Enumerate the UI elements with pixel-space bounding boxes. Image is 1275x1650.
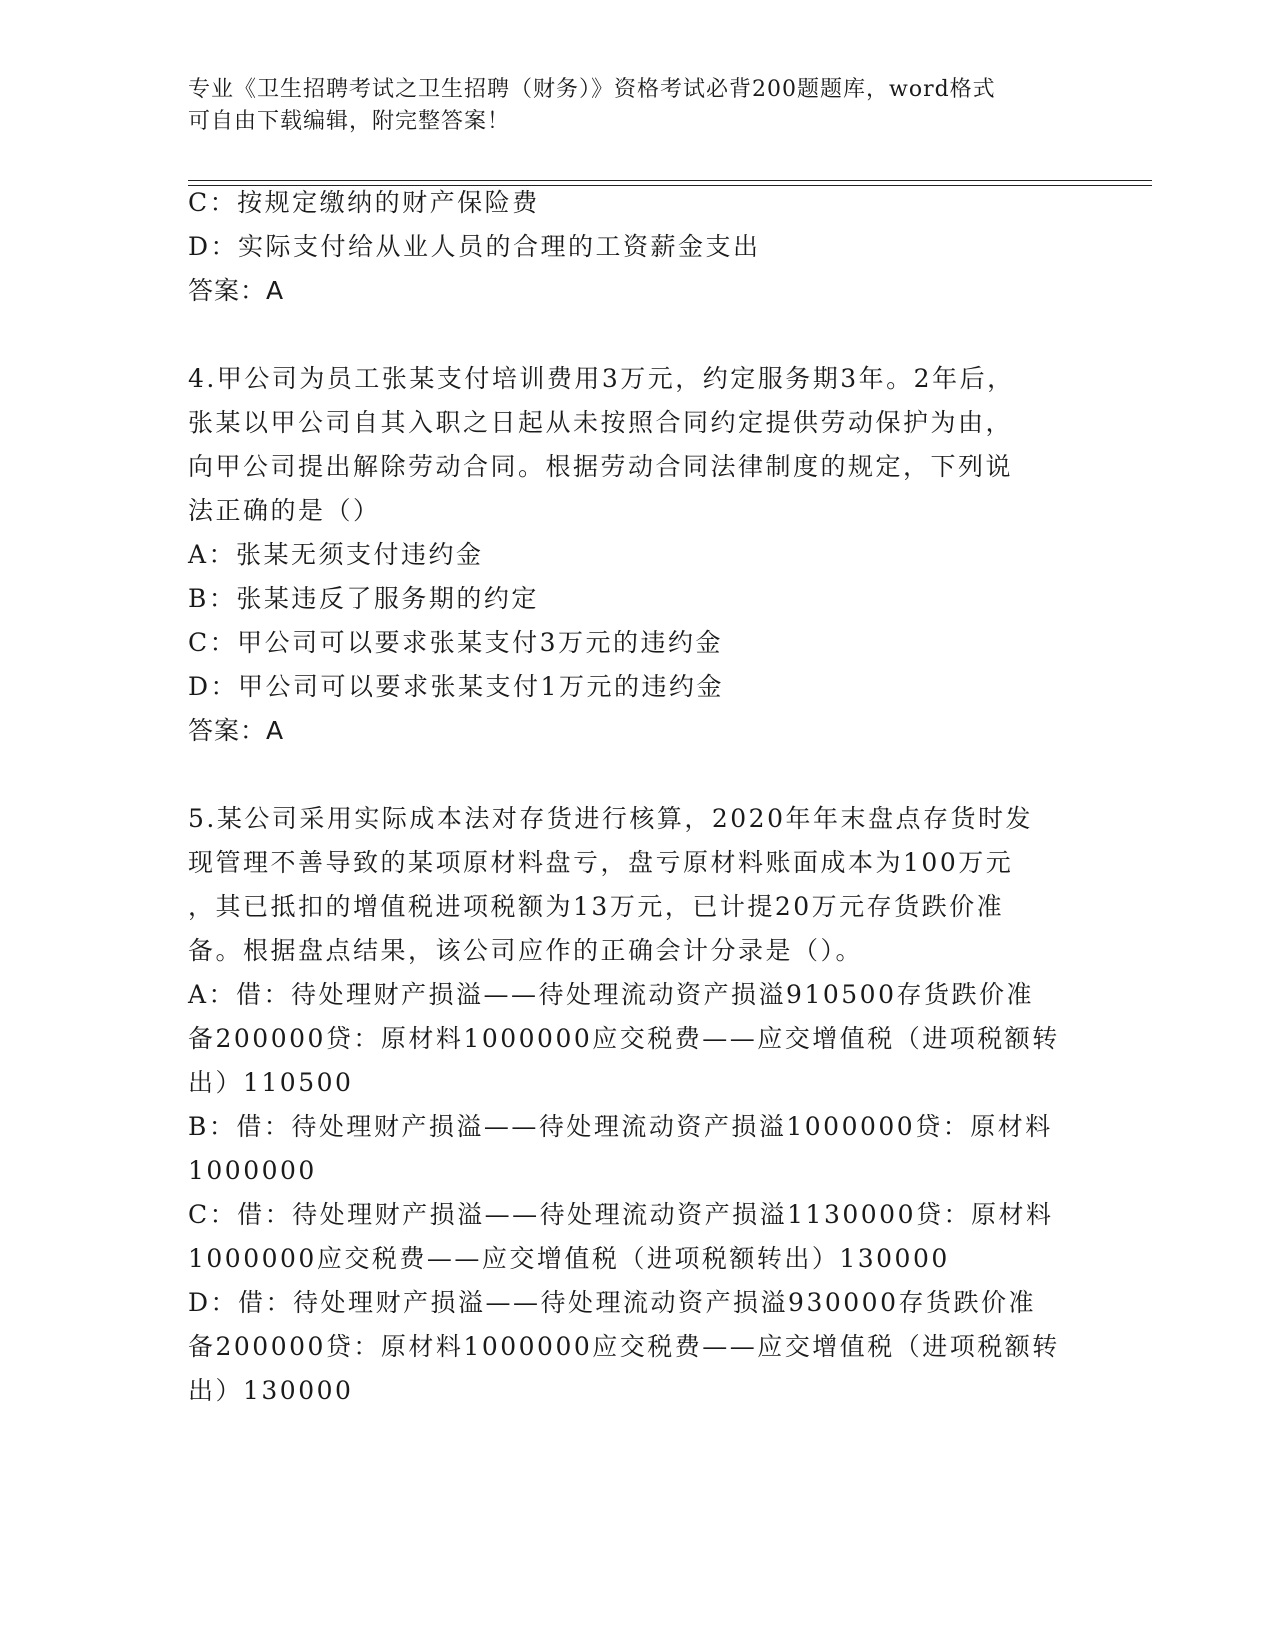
q5-option-b-line: 1000000 [188, 1156, 317, 1185]
q5-option-d-line: 备200000贷：原材料1000000应交税费——应交增值税（进项税额转 [188, 1332, 1060, 1361]
q4-stem-line: 张某以甲公司自其入职之日起从未按照合同约定提供劳动保护为由， [188, 408, 1014, 437]
q5-option-a-line: A：借：待处理财产损溢——待处理流动资产损溢910500存货跌价准 [188, 980, 1034, 1009]
q5-option-a-line: 备200000贷：原材料1000000应交税费——应交增值税（进项税额转 [188, 1024, 1060, 1053]
q5-option-a-line: 出）110500 [188, 1068, 354, 1097]
page-header [188, 74, 1068, 138]
q4-option-b: B：张某违反了服务期的约定 [188, 584, 539, 613]
header-rule-top [188, 180, 1152, 181]
q4-stem-line: 向甲公司提出解除劳动合同。根据劳动合同法律制度的规定，下列说 [188, 452, 1014, 481]
q5-option-c-line: 1000000应交税费——应交增值税（进项税额转出）130000 [188, 1244, 950, 1273]
header-line-2: 可自由下载编辑，附完整答案！ [188, 109, 511, 134]
q3-option-c: C：按规定缴纳的财产保险费 [188, 188, 540, 217]
q3-option-d: D：实际支付给从业人员的合理的工资薪金支出 [188, 232, 761, 261]
header-line-1: 专业《卫生招聘考试之卫生招聘（财务）》资格考试必背200题题库，word格式 [188, 77, 996, 102]
q4-option-d: D：甲公司可以要求张某支付1万元的违约金 [188, 672, 724, 701]
q5-option-b-line: B：借：待处理财产损溢——待处理流动资产损溢1000000贷：原材料 [188, 1112, 1053, 1141]
q5-stem-line: ，其已抵扣的增值税进项税额为13万元，已计提20万元存货跌价准 [188, 892, 1005, 921]
q5-stem-line: 现管理不善导致的某项原材料盘亏，盘亏原材料账面成本为100万元 [188, 848, 1014, 877]
q4-option-c: C：甲公司可以要求张某支付3万元的违约金 [188, 628, 724, 657]
q4-stem-line: 4.甲公司为员工张某支付培训费用3万元，约定服务期3年。2年后， [188, 364, 1015, 393]
q4-option-a: A：张某无须支付违约金 [188, 540, 484, 569]
q5-option-d-line: 出）130000 [188, 1376, 354, 1405]
q5-option-c-line: C：借：待处理财产损溢——待处理流动资产损溢1130000贷：原材料 [188, 1200, 1054, 1229]
q5-stem-line: 5.某公司采用实际成本法对存货进行核算，2020年年末盘点存货时发 [188, 804, 1033, 833]
q5-stem-line: 备。根据盘点结果，该公司应作的正确会计分录是（）。 [188, 936, 864, 965]
q5-option-d-line: D：借：待处理财产损溢——待处理流动资产损溢930000存货跌价准 [188, 1288, 1036, 1317]
q3-answer: 答案：A [188, 276, 285, 305]
q4-answer: 答案：A [188, 716, 285, 745]
q4-stem-line: 法正确的是（） [188, 496, 381, 525]
